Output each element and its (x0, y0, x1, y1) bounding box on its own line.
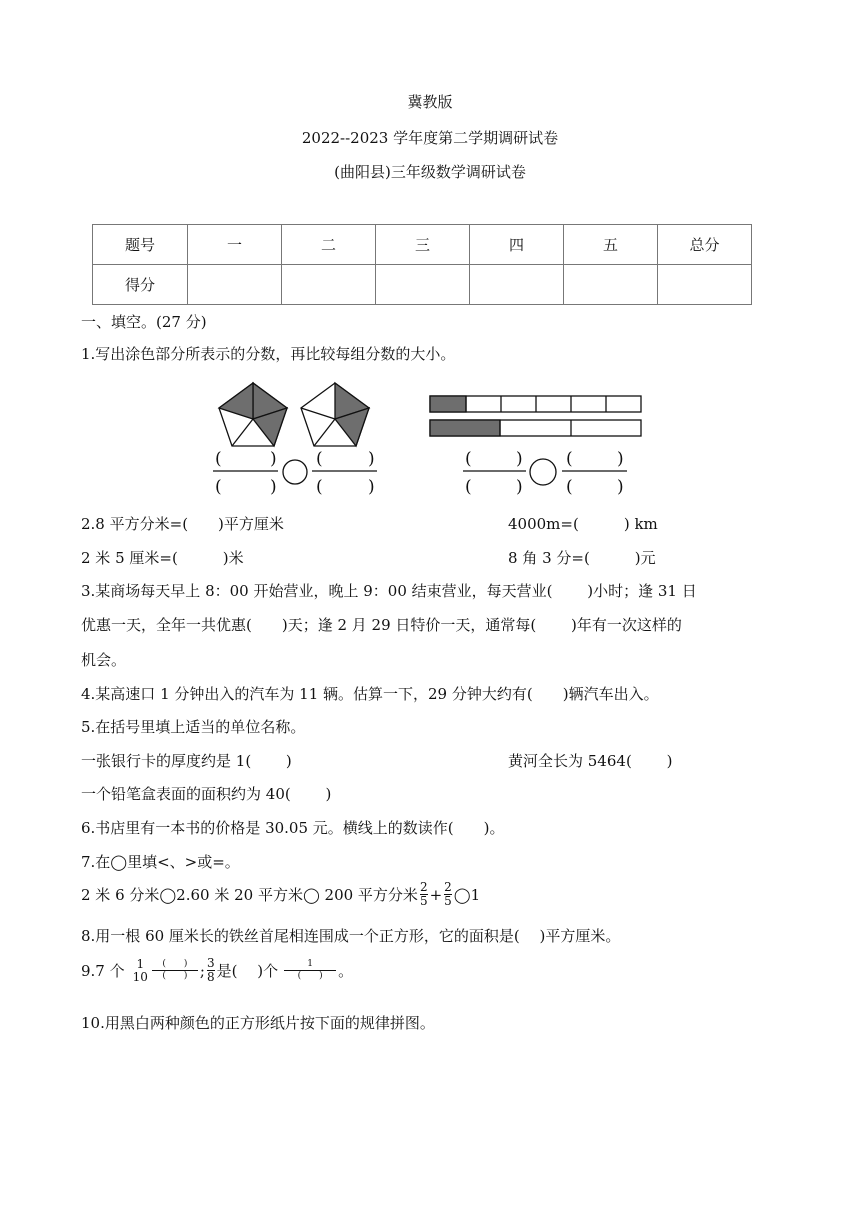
question-8: 8.用一根 60 厘米长的铁丝首尾相连围成一个正方形，它的面积是( )平方厘米。 (81, 927, 621, 945)
bar-bottom (430, 420, 641, 436)
svg-text:(: ( (465, 477, 472, 497)
question-3-line-1: 3.某商场每天早上 8：00 开始营业，晚上 9：00 结束营业，每天营业( )小时；逢 31 日 (81, 582, 697, 600)
svg-text:): ) (270, 477, 277, 497)
question-2a-left: 2.8 平方分米=( )平方厘米 (81, 515, 284, 533)
question-2b-right: 8 角 3 分=( )元 (508, 549, 656, 567)
fraction-two-fifths-2: $\frac{2}{5}$ (444, 880, 452, 908)
question-7b-text: 2 米 6 分米◯2.60 米 20 平方米◯ 200 平方分米 (81, 886, 418, 904)
question-4: 4.某高速口 1 分钟出入的汽车为 11 辆。估算一下，29 分钟大约有( )辆汽车出入。 (81, 685, 659, 703)
header-cell: 题号 (93, 225, 188, 265)
svg-text:(: ( (566, 449, 573, 469)
score-cell[interactable] (658, 265, 752, 305)
header-cell: 四 (470, 225, 564, 265)
svg-text:): ) (516, 477, 523, 497)
question-7b (81, 881, 480, 908)
fraction-figure (0, 375, 860, 500)
svg-text:(: ( (316, 449, 323, 469)
answer-fraction-left-1[interactable] (213, 449, 278, 497)
question-5: 5.在括号里填上适当的单位名称。 (81, 718, 306, 736)
header-cell: 二 (282, 225, 376, 265)
question-5a-right: 黄河全长为 5464( ) (508, 752, 673, 770)
question-2b-left: 2 米 5 厘米=( )米 (81, 549, 244, 567)
answer-fraction-right-1[interactable] (463, 449, 526, 497)
compare-circle-left[interactable] (283, 460, 307, 484)
score-cell[interactable] (282, 265, 376, 305)
plus-sign: + (429, 885, 443, 904)
fraction-three-eighths: $\frac{3}{8}$ (206, 956, 215, 984)
exam-title: (曲阳县)三年级数学调研试卷 (334, 163, 526, 181)
svg-text:(: ( (316, 477, 323, 497)
svg-text:): ) (617, 449, 624, 469)
score-cell[interactable] (564, 265, 658, 305)
edition-title: 冀教版 (407, 93, 453, 111)
answer-fraction-right-2[interactable] (562, 449, 627, 497)
score-cell[interactable] (470, 265, 564, 305)
svg-text:): ) (516, 449, 523, 469)
svg-text:(: ( (465, 449, 472, 469)
svg-text:): ) (270, 449, 277, 469)
score-table (92, 224, 752, 305)
svg-text:(: ( (215, 449, 222, 469)
score-cell[interactable] (188, 265, 282, 305)
question-7b-tail: ◯1 (453, 885, 481, 904)
header-cell: 一 (188, 225, 282, 265)
header-cell: 总分 (658, 225, 752, 265)
question-3-line-2: 优惠一天，全年一共优惠( )天；逢 2 月 29 日特价一天，通常每( )年有一次这样的 (81, 616, 682, 634)
score-cell[interactable] (376, 265, 470, 305)
answer-fraction-blank-2[interactable]: $\frac{1}{( )}$ (284, 959, 336, 982)
pentagon-right (301, 383, 369, 446)
question-5a-left: 一张银行卡的厚度约是 1( ) (81, 752, 292, 770)
pentagon-left (219, 383, 287, 446)
question-9-end: 。 (338, 962, 354, 980)
score-table-score-row (93, 265, 752, 305)
question-9-prefix: 9.7 个 (81, 962, 125, 980)
question-2a-right: 4000m=( ) km (508, 515, 658, 533)
answer-fraction-left-2[interactable] (312, 449, 377, 497)
question-9-mid: 是( )个 (216, 962, 279, 980)
question-9-sep: ; (199, 961, 205, 980)
svg-text:(: ( (566, 477, 573, 497)
question-1: 1.写出涂色部分所表示的分数，再比较每组分数的大小。 (81, 345, 456, 363)
question-7: 7.在◯里填<、>或=。 (81, 853, 240, 871)
question-5b: 一个铅笔盒表面的面积约为 40( ) (81, 785, 332, 803)
score-row-label: 得分 (93, 265, 188, 305)
compare-circle-right[interactable] (530, 459, 556, 485)
term-title: 2022--2023 学年度第二学期调研试卷 (301, 129, 559, 147)
answer-fraction-blank-1[interactable]: $\frac{( )}{( )}$ (152, 959, 198, 982)
svg-text:(: ( (215, 477, 222, 497)
svg-text:): ) (617, 477, 624, 497)
question-9 (81, 957, 353, 984)
header-cell: 三 (376, 225, 470, 265)
section-title: 一、填空。(27 分) (81, 313, 207, 331)
fraction-one-tenth: 1 10 (132, 956, 148, 984)
question-10: 10.用黑白两种颜色的正方形纸片按下面的规律拼图。 (81, 1014, 435, 1032)
question-6: 6.书店里有一本书的价格是 30.05 元。横线上的数读作( )。 (81, 819, 505, 837)
bar-top (430, 396, 641, 412)
score-table-header-row (93, 225, 752, 265)
svg-text:): ) (368, 449, 375, 469)
svg-text:): ) (368, 477, 375, 497)
fraction-two-fifths-1: $\frac{2}{5}$ (419, 880, 428, 908)
header-cell: 五 (564, 225, 658, 265)
question-3-line-3: 机会。 (81, 651, 127, 669)
